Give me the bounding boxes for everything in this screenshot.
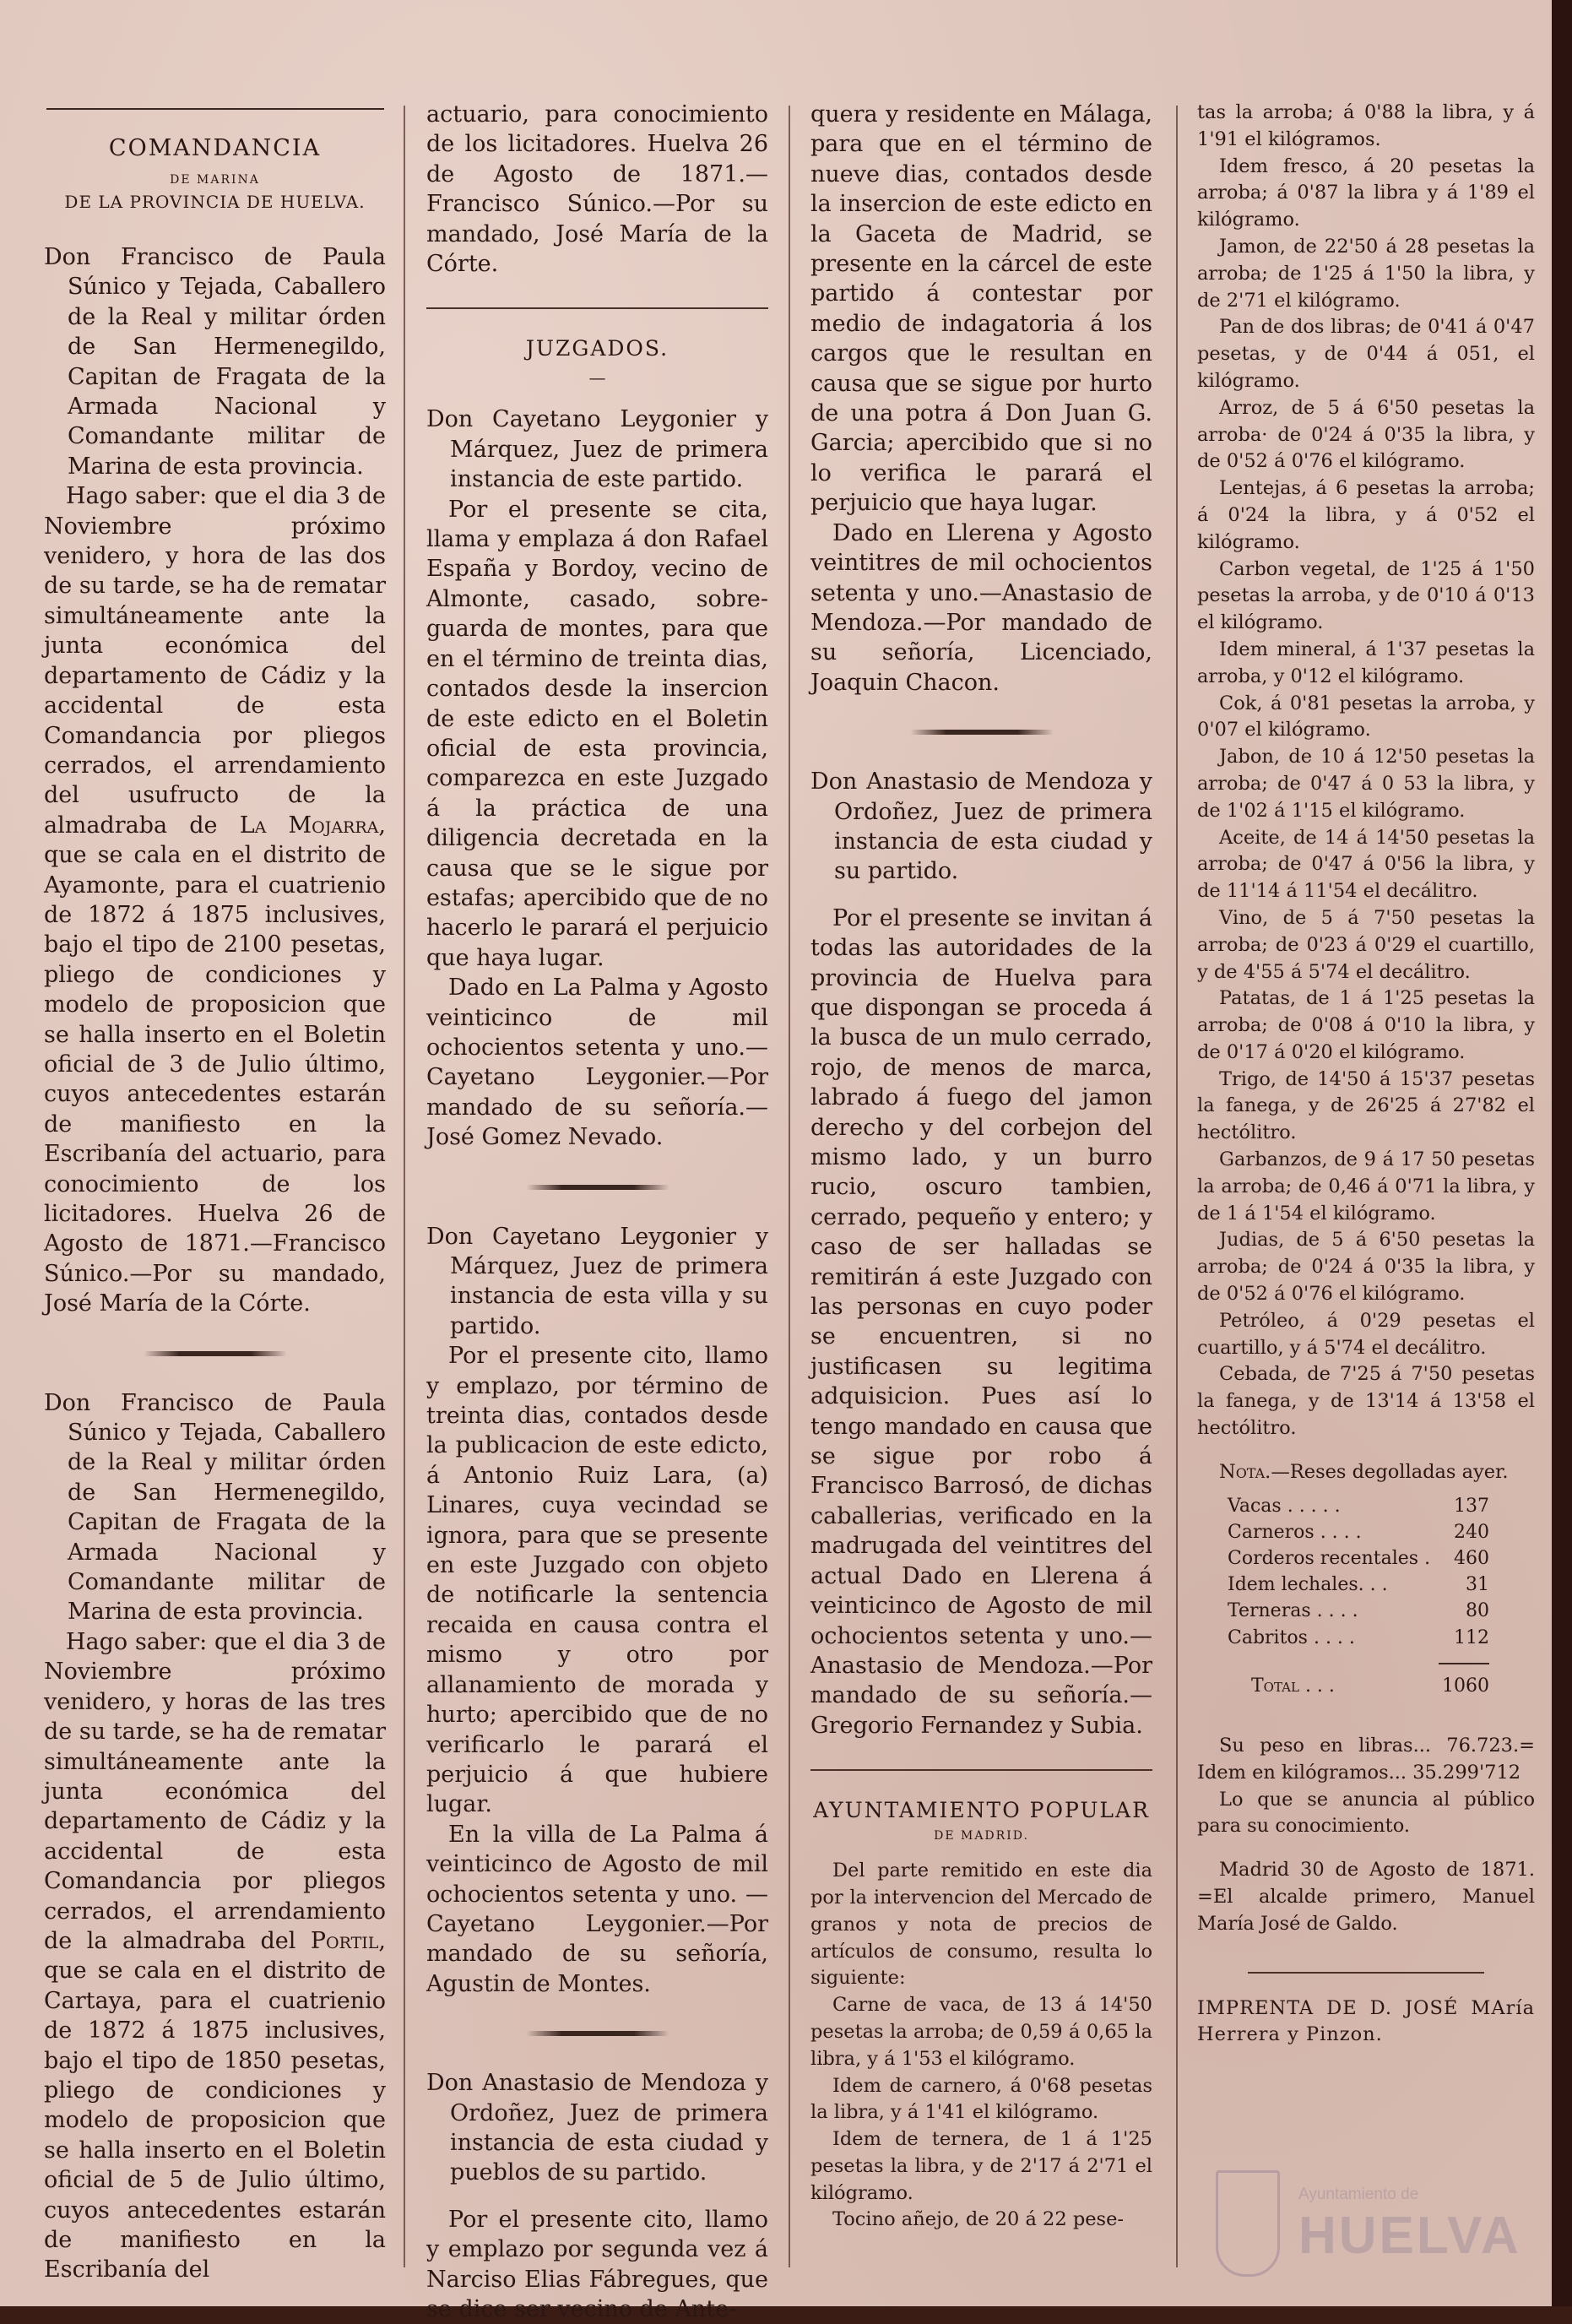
column-2 xyxy=(426,100,768,2324)
ornamental-divider xyxy=(910,730,1054,735)
edict-body: Por el presente cito, llamo y emplazo por segunda vez á Narciso Elias Fábregues, que se dice ser vecino de Ante- xyxy=(426,2206,768,2322)
section-title: AYUNTAMIENTO POPULAR xyxy=(813,1798,1150,1823)
edict-header: Don Anastasio de Mendoza y Ordoñez, Juez de primera instancia de esta ciudad y su partido. xyxy=(810,768,1152,885)
section-subtitle: DE MADRID. xyxy=(934,1829,1029,1843)
price-item: Garbanzos, de 9 á 17 50 pesetas la arroba; de 0,46 á 0'71 la libra, y de 1 á 1'54 el kilógramo. xyxy=(1197,1148,1535,1224)
column-4 xyxy=(1197,100,1535,2049)
table-row: Terneras . . . . 80 xyxy=(1228,1600,1489,1622)
divider xyxy=(810,1769,1152,1771)
price-item: Jabon, de 10 á 12'50 pesetas la arroba; de 0'47 á 0 53 la libra, y de 1'02 á 1'15 el kilógramo. xyxy=(1197,746,1535,822)
table-row: Corderos recentales . 460 xyxy=(1228,1548,1489,1570)
section-title: JUZGADOS. xyxy=(525,336,669,361)
coat-of-arms-icon xyxy=(1216,2170,1280,2277)
price-item: Petróleo, á 0'29 pesetas el cuartillo, y á 5'74 el decálitro. xyxy=(1197,1309,1535,1359)
continued-text: actuario, para conocimiento de los licitadores. Huelva 26 de Agosto de 1871.—Francisco Súnico.—Por su mandado, José María de la Córte. xyxy=(426,101,768,278)
price-item: Idem de ternera, de 1 á 1'25 pesetas la libra, y de 2'17 á 2'71 el kilógramo. xyxy=(810,2128,1152,2204)
price-item: Patatas, de 1 á 1'25 pesetas la arroba; de 0'08 á 0'10 la libra, y de 0'17 á 0'20 el kilógramo. xyxy=(1197,987,1535,1063)
edict-body: Por el presente cito, llamo y emplazo, por término de treinta dias, contados desde la publicacion de este edicto, á Antonio Ruiz Lara, (a) Linares, cuya vecindad se ignora, para que se presente en este Juzgado con objeto de notificarle la sentencia recaida en causa contra el mismo y otro por allanamiento de morada y hurto; apercibido que de no verificarlo le parará el perjuicio á que hubiere lugar. xyxy=(426,1343,768,1818)
price-item: Tocino añejo, de 20 á 22 pese- xyxy=(832,2208,1125,2231)
market-intro: Del parte remitido en este dia por la intervencion del Mercado de granos y nota de precios de artículos de consumo, resulta lo siguiente: xyxy=(810,1860,1152,1990)
edict-header: Don Anastasio de Mendoza y Ordoñez, Juez de primera instancia de esta ciudad y pueblos de su partido. xyxy=(426,2070,768,2186)
watermark-text: HUELVA xyxy=(1298,2207,1521,2265)
ornamental-divider xyxy=(144,1351,287,1356)
table-total: Total . . . 1060 xyxy=(1251,1675,1489,1697)
price-item: tas la arroba; á 0'88 la libra, y á 1'91 el kilógramos. xyxy=(1197,101,1535,150)
edict-body: Hago saber: que el dia 3 de Noviembre próximo venidero, y horas de las tres de su tarde, se ha de rematar simultáneamente ante la junta económica del departamento de Cádiz y la accidental de esta Comandancia por pliegos cerrados, el arrendamiento de la almadraba del Portil, que se cala en el distrito de Cartaya, para el cuatrienio de 1872 á 1875 inclusives, bajo el tipo de 1850 pesetas, pliego de condiciones y modelo de proposicion que se halla inserto en el Boletin oficial de 5 de Julio último, cuyos antecedentes estarán de manifiesto en la Escribanía del xyxy=(44,1628,386,2283)
price-item: Pan de dos libras; de 0'41 á 0'47 pesetas, y de 0'44 á 051, el kilógramo. xyxy=(1197,316,1535,392)
title-dash: — xyxy=(588,367,606,388)
price-item: Carbon vegetal, de 1'25 á 1'50 pesetas la arroba, y de 0'10 á 0'13 el kilógramo. xyxy=(1197,557,1535,634)
edict-signature: En la villa de La Palma á veinticinco de Agosto de mil ochocientos setenta y uno. —Cayetano Leygonier.—Por mandado de su señoría, Agustin de Montes. xyxy=(426,1821,768,1997)
edict-signature: Dado en La Palma y Agosto veinticinco de mil ochocientos setenta y uno.—Cayetano Leygonier.—Por mandado de su señoría.—José Gomez Nevado. xyxy=(426,975,768,1151)
edict-header: Don Cayetano Leygonier y Márquez, Juez de primera instancia de este partido. xyxy=(426,406,768,493)
price-item: Judias, de 5 á 6'50 pesetas la arroba; de 0'24 á 0'35 la libra, y de 0'52 á 0'76 el kilógramo. xyxy=(1197,1229,1535,1306)
weights: Su peso en libras... 76.723.= Idem en kilógramos... 35.299'712 xyxy=(1197,1735,1535,1784)
price-item: Aceite, de 14 á 14'50 pesetas la arroba; de 0'47 á 0'56 la libra, y de 11'14 á 11'54 el decálitro. xyxy=(1197,826,1535,903)
continued-text: quera y residente en Málaga, para que en el término de nueve dias, contados desde la insercion de este edicto en la Gaceta de Madrid, se presente en la cárcel de este partido á contestar por medio de indagatoria á los cargos que le resultan en causa que se sigue por hurto de una potra á Don Juan G. Garcia; apercibido que si no lo verifica le parará el perjuicio que haya lugar. xyxy=(810,101,1152,517)
price-item: Arroz, de 5 á 6'50 pesetas la arroba· de 0'24 á 0'35 la libra, y de 0'52 á 0'76 el kilógramo. xyxy=(1197,396,1535,473)
top-rule xyxy=(46,108,384,110)
price-item: Idem mineral, á 1'37 pesetas la arroba, y 0'12 el kilógramo. xyxy=(1197,638,1535,687)
price-item: Lentejas, á 6 pesetas la arroba; á 0'24 la libra, y á 0'52 el kilógramo. xyxy=(1197,477,1535,553)
table-row: Vacas . . . . . 137 xyxy=(1228,1495,1489,1517)
watermark-text: Ayuntamiento de xyxy=(1298,2186,1419,2203)
total-rule xyxy=(1439,1663,1489,1664)
price-item: Trigo, de 14'50 á 15'37 pesetas la fanega, y de 26'25 á 27'82 el hectólitro. xyxy=(1197,1067,1535,1144)
page-edge xyxy=(1552,0,1572,2306)
edict-body: Por el presente se invitan á todas las autoridades de la provincia de Huelva para que dispongan se proceda á la busca de un mulo cerrado, rojo, de menos de marca, labrado á fuego del jamon derecho y del corbejon del mismo lado, y un burro rucio, oscuro tambien, cerrado, pequeño y entero; y caso de ser halladas se remitirán á este Juzgado con las personas en cuyo poder se encuentren, si no justificasen su legitima adquisicion. Pues así lo tengo mandado en causa que se sigue por robo á Francisco Barrosó, de dichas caballerias, verificado en la madrugada del veintitres del actual Dado en Llerena á veinticinco de Agosto de mil ochocientos setenta y uno.— Anastasio de Mendoza.—Por mandado de su señoría.— Gregorio Fernandez y Subia. xyxy=(810,904,1152,1739)
edict-header: Don Francisco de Paula Súnico y Tejada, Caballero de la Real y militar órden de San Hermenegildo, Capitan de Fragata de la Armada Nacional y Comandante militar de Marina de esta provincia. xyxy=(44,244,386,480)
price-item: Vino, de 5 á 7'50 pesetas la arroba; de 0'23 á 0'29 el cuartillo, y de 4'55 á 5'74 el decálitro. xyxy=(1197,906,1535,983)
section-title: COMANDANCIA xyxy=(108,135,322,161)
edict-header: Don Francisco de Paula Súnico y Tejada, Caballero de la Real y militar órden de San Hermenegildo, Capitan de Fragata de la Armada Nacional y Comandante militar de Marina de esta provincia. xyxy=(44,1389,386,1626)
price-item: Idem fresco, á 20 pesetas la arroba; á 0'87 la libra y á 1'89 el kilógramo. xyxy=(1197,155,1535,231)
edict-body: Por el presente se cita, llama y emplaza á don Rafael España y Bordoy, vecino de Almonte, casado, sobre-guarda de montes, para que en el término de treinta dias, contados desde la insercion de este edicto en el Boletin oficial de esta provincia, comparezca en este Juzgado á la práctica de una diligencia decretada en la causa que se le sigue por estafas; apercibido que de no hacerlo le parará el perjuicio que haya lugar. xyxy=(426,496,768,971)
price-item: Cok, á 0'81 pesetas la arroba, y 0'07 el kilógramo. xyxy=(1197,692,1535,741)
table-row: Cabritos . . . . 112 xyxy=(1228,1626,1489,1648)
edict-header: Don Cayetano Leygonier y Márquez, Juez de primera instancia de esta villa y su partido. xyxy=(426,1223,768,1339)
slaughter-table xyxy=(1228,1493,1535,1699)
price-item: Idem de carnero, á 0'68 pesetas la libra, y á 1'41 el kilógramo. xyxy=(810,2074,1152,2124)
divider xyxy=(1248,1972,1484,1974)
edict-signature: Dado en Llerena y Agosto veintitres de mil ochocientos setenta y uno.—Anastasio de Mendoza.—Por mandado de su señoría, Licenciado, Joaquin Chacon. xyxy=(810,519,1152,696)
price-item: Carne de vaca, de 13 á 14'50 pesetas la arroba; de 0,59 á 0,65 la libra, y á 1'53 el kilógramo. xyxy=(810,1994,1152,2070)
ornamental-divider xyxy=(526,2031,669,2036)
price-item: Jamon, de 22'50 á 28 pesetas la arroba; de 1'25 á 1'50 la libra, y de 2'71 el kilógramo. xyxy=(1197,235,1535,312)
table-row: Idem lechales. . . 31 xyxy=(1228,1574,1489,1596)
signature: Madrid 30 de Agosto de 1871. =El alcalde primero, Manuel María José de Galdo. xyxy=(1197,1859,1535,1935)
section-subtitle: DE MARINA xyxy=(170,173,260,187)
divider xyxy=(426,307,768,309)
column-3 xyxy=(810,100,1152,2234)
note: Nota.—Reses degolladas ayer. xyxy=(1219,1460,1509,1483)
archive-watermark xyxy=(1216,2162,1537,2289)
column-rule xyxy=(789,106,790,2267)
notice: Lo que se anuncia al público para su conocimiento. xyxy=(1197,1788,1535,1838)
section-subtitle: DE LA PROVINCIA DE HUELVA. xyxy=(64,192,366,212)
ornamental-divider xyxy=(526,1185,669,1190)
column-rule xyxy=(1176,106,1178,2267)
column-1 xyxy=(44,118,386,2285)
edict-body: Hago saber: que el dia 3 de Noviembre próximo venidero, y hora de las dos de su tarde, se ha de rematar simultáneamente ante la junta económica del departamento de Cádiz y la accidental de esta Comandancia por pliegos cerrados, el arrendamiento del usufructo de la almadraba de La Mojarra, que se cala en el distrito de Ayamonte, para el cuatrienio de 1872 á 1875 inclusives, bajo el tipo de 2100 pesetas, pliego de condiciones y modelo de proposicion que se halla inserto en el Boletin oficial de 3 de Julio último, cuyos antecedentes estarán de manifiesto en la Escribanía del actuario, para conocimiento de los licitadores. Huelva 26 de Agosto de 1871.—Francisco Súnico.—Por su mandado, José María de la Córte. xyxy=(44,483,386,1317)
printer-imprint: IMPRENTA DE D. JOSÉ MAría Herrera y Pinzon. xyxy=(1197,1996,1535,2046)
column-rule xyxy=(404,106,405,2267)
table-row: Carneros . . . . 240 xyxy=(1228,1521,1489,1543)
price-item: Cebada, de 7'25 á 7'50 pesetas la fanega, y de 13'14 á 13'58 el hectólitro. xyxy=(1197,1363,1535,1440)
